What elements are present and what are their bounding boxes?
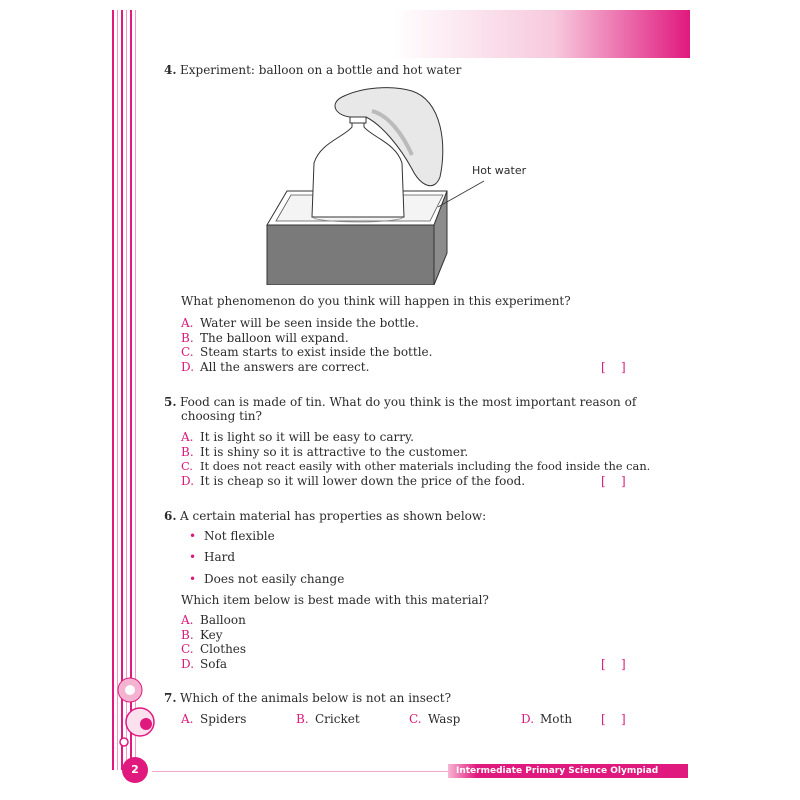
- option-text: Moth: [540, 712, 573, 726]
- q7-answer-bracket[interactable]: [ ]: [601, 712, 626, 726]
- q4-option-d[interactable]: [181, 360, 369, 374]
- book-title-bar: Intermediate Primary Science Olympiad: [448, 764, 688, 778]
- q5-option-b[interactable]: [181, 445, 468, 459]
- q6-bullet-2: • Hard: [189, 550, 236, 564]
- hot-water-label: Hot water: [472, 164, 527, 177]
- option-text: It is shiny so it is attractive to the customer.: [200, 445, 469, 459]
- question-text: Food can is made of tin. What do you think is the most important reason of: [180, 395, 637, 409]
- option-text: It does not react easily with other materials including the food inside the can.: [200, 459, 651, 473]
- question-6-title: [164, 509, 486, 523]
- balloon-bottle-illustration: [262, 85, 552, 285]
- question-text: A certain material has properties as shown below:: [180, 509, 487, 523]
- option-letter: C.: [181, 642, 194, 656]
- question-text: Which of the animals below is not an insect?: [180, 691, 452, 705]
- question-5-line2: choosing tin?: [181, 409, 262, 423]
- question-4-prompt: What phenomenon do you think will happen in this experiment?: [181, 294, 571, 308]
- option-letter: D.: [181, 474, 195, 488]
- q6-option-c[interactable]: [181, 642, 246, 656]
- bullet-text: Not flexible: [204, 529, 275, 543]
- option-text: Steam starts to exist inside the bottle.: [200, 345, 433, 359]
- question-4-title: [164, 63, 461, 77]
- option-text: Water will be seen inside the bottle.: [200, 316, 419, 330]
- option-letter: C.: [409, 712, 422, 726]
- option-letter: A.: [181, 430, 194, 444]
- option-text: All the answers are correct.: [200, 360, 370, 374]
- q4-option-a[interactable]: [181, 316, 419, 330]
- option-letter: B.: [181, 331, 194, 345]
- question-5-title: [164, 395, 636, 409]
- question-text: Experiment: balloon on a bottle and hot water: [180, 63, 462, 77]
- q5-option-a[interactable]: [181, 430, 414, 444]
- q4-option-c[interactable]: [181, 345, 432, 359]
- header-banner: [148, 10, 690, 58]
- q6-answer-bracket[interactable]: [ ]: [601, 657, 626, 671]
- option-letter: D.: [181, 360, 195, 374]
- q6-option-d[interactable]: [181, 657, 227, 671]
- option-letter: A.: [181, 613, 194, 627]
- option-text: Clothes: [200, 642, 247, 656]
- option-text: The balloon will expand.: [200, 331, 349, 345]
- option-text: Cricket: [315, 712, 360, 726]
- decorative-circles: [100, 670, 170, 770]
- option-letter: D.: [521, 712, 535, 726]
- q5-option-c[interactable]: [181, 459, 650, 473]
- question-number: 7.: [164, 691, 177, 705]
- page-number-badge: 2: [122, 757, 148, 783]
- option-letter: B.: [296, 712, 309, 726]
- option-text: It is light so it will be easy to carry.: [200, 430, 414, 444]
- question-number: 6.: [164, 509, 177, 523]
- option-text: It is cheap so it will lower down the price of the food.: [200, 474, 526, 488]
- option-letter: A.: [181, 316, 194, 330]
- option-letter: C.: [181, 459, 193, 473]
- question-7-title: [164, 691, 451, 705]
- q6-bullet-3: • Does not easily change: [189, 572, 345, 586]
- q6-option-b[interactable]: [181, 628, 223, 642]
- q6-bullet-1: • Not flexible: [189, 529, 275, 543]
- bullet-text: Does not easily change: [204, 572, 345, 586]
- q4-answer-bracket[interactable]: [ ]: [601, 360, 626, 374]
- option-letter: A.: [181, 712, 194, 726]
- option-letter: B.: [181, 628, 194, 642]
- q7-option-a[interactable]: [181, 712, 246, 726]
- q5-answer-bracket[interactable]: [ ]: [601, 474, 626, 488]
- question-number: 5.: [164, 395, 177, 409]
- option-letter: D.: [181, 657, 195, 671]
- q4-option-b[interactable]: [181, 331, 349, 345]
- q5-option-d[interactable]: [181, 474, 525, 488]
- option-text: Sofa: [200, 657, 228, 671]
- footer-rule: [152, 771, 448, 772]
- q7-option-b[interactable]: [296, 712, 360, 726]
- question-number: 4.: [164, 63, 177, 77]
- option-text: Spiders: [200, 712, 247, 726]
- bullet-text: Hard: [204, 550, 236, 564]
- q6-option-a[interactable]: [181, 613, 246, 627]
- option-letter: B.: [181, 445, 194, 459]
- q7-option-c[interactable]: [409, 712, 460, 726]
- option-text: Balloon: [200, 613, 246, 627]
- question-6-prompt: Which item below is best made with this material?: [181, 593, 489, 607]
- option-text: Wasp: [428, 712, 461, 726]
- q7-option-d[interactable]: [521, 712, 572, 726]
- left-decorative-stripes: [112, 10, 152, 770]
- option-letter: C.: [181, 345, 194, 359]
- option-text: Key: [200, 628, 223, 642]
